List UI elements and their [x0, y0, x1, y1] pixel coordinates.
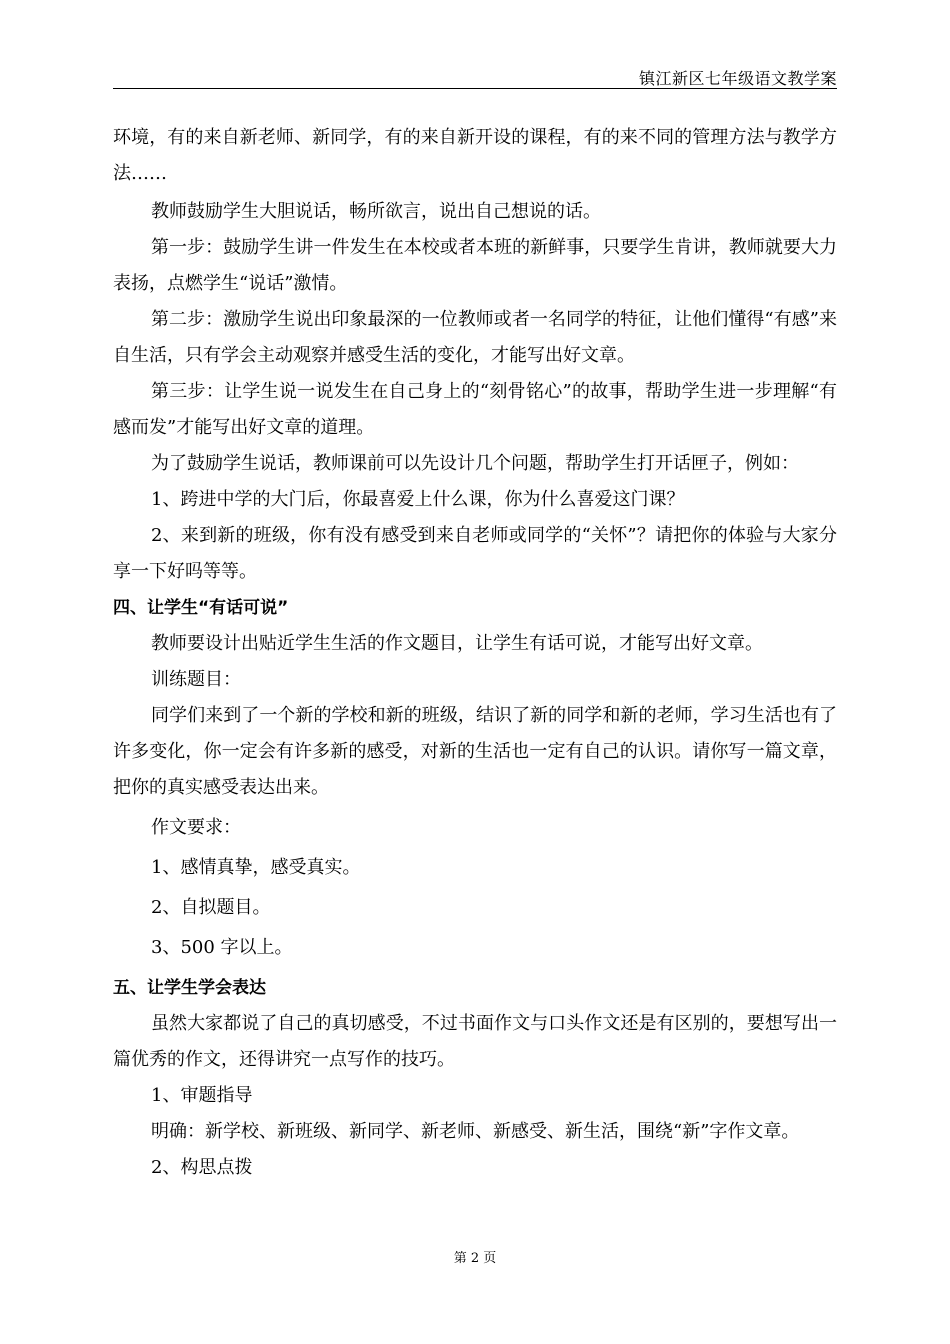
document-body — [113, 120, 837, 1186]
paragraph: 第二步：激励学生说出印象最深的一位教师或者一名同学的特征，让他们懂得“有感”来自生活，只有学会主动观察并感受生活的变化，才能写出好文章。 — [113, 309, 837, 366]
paragraph: 训练题目： — [151, 669, 241, 690]
header-rule — [113, 88, 837, 89]
paragraph: 为了鼓励学生说话，教师课前可以先设计几个问题，帮助学生打开话匣子，例如： — [151, 453, 799, 474]
list-item: 2、来到新的班级，你有没有感受到来自老师或同学的“关怀”？请把你的体验与大家分享一下好吗等等。 — [113, 525, 837, 582]
paragraph: 虽然大家都说了自己的真切感受，不过书面作文与口头作文还是有区别的，要想写出一篇优秀的作文，还得讲究一点写作的技巧。 — [113, 1013, 837, 1070]
paragraph: 教师鼓励学生大胆说话，畅所欲言，说出自己想说的话。 — [151, 201, 601, 222]
paragraph: 同学们来到了一个新的学校和新的班级，结识了新的同学和新的老师，学习生活也有了许多变化，你一定会有许多新的感受，对新的生活也一定有自己的认识。请你写一篇文章，把你的真实感受表达出来。 — [113, 705, 837, 798]
list-item: 1、审题指导 — [151, 1085, 253, 1106]
section-heading: 五、让学生学会表达 — [113, 978, 266, 998]
section-heading: 四、让学生“有话可说” — [113, 598, 289, 618]
paragraph: 明确：新学校、新班级、新同学、新老师、新感受、新生活，围绕“新”字作文章。 — [151, 1121, 800, 1142]
paragraph: 教师要设计出贴近学生生活的作文题目，让学生有话可说，才能写出好文章。 — [151, 633, 763, 654]
paragraph: 环境，有的来自新老师、新同学，有的来自新开设的课程，有的来不同的管理方法与教学方法…… — [113, 127, 837, 184]
list-item: 1、感情真挚，感受真实。 — [151, 857, 361, 878]
page-number: 第 2 页 — [453, 1251, 497, 1266]
list-item: 2、自拟题目。 — [151, 897, 271, 918]
paragraph: 第三步：让学生说一说发生在自己身上的“刻骨铭心”的故事，帮助学生进一步理解“有感而发”才能写出好文章的道理。 — [113, 381, 837, 438]
list-item: 3、500 字以上。 — [151, 937, 293, 958]
paragraph: 第一步：鼓励学生讲一件发生在本校或者本班的新鲜事，只要学生肯讲，教师就要大力表扬，点燃学生“说话”激情。 — [113, 237, 837, 294]
paragraph: 作文要求： — [151, 817, 241, 838]
list-item: 2、构思点拨 — [151, 1157, 253, 1178]
header-title: 镇江新区七年级语文教学案 — [638, 69, 837, 88]
list-item: 1、跨进中学的大门后，你最喜爱上什么课，你为什么喜爱这门课？ — [151, 489, 685, 510]
